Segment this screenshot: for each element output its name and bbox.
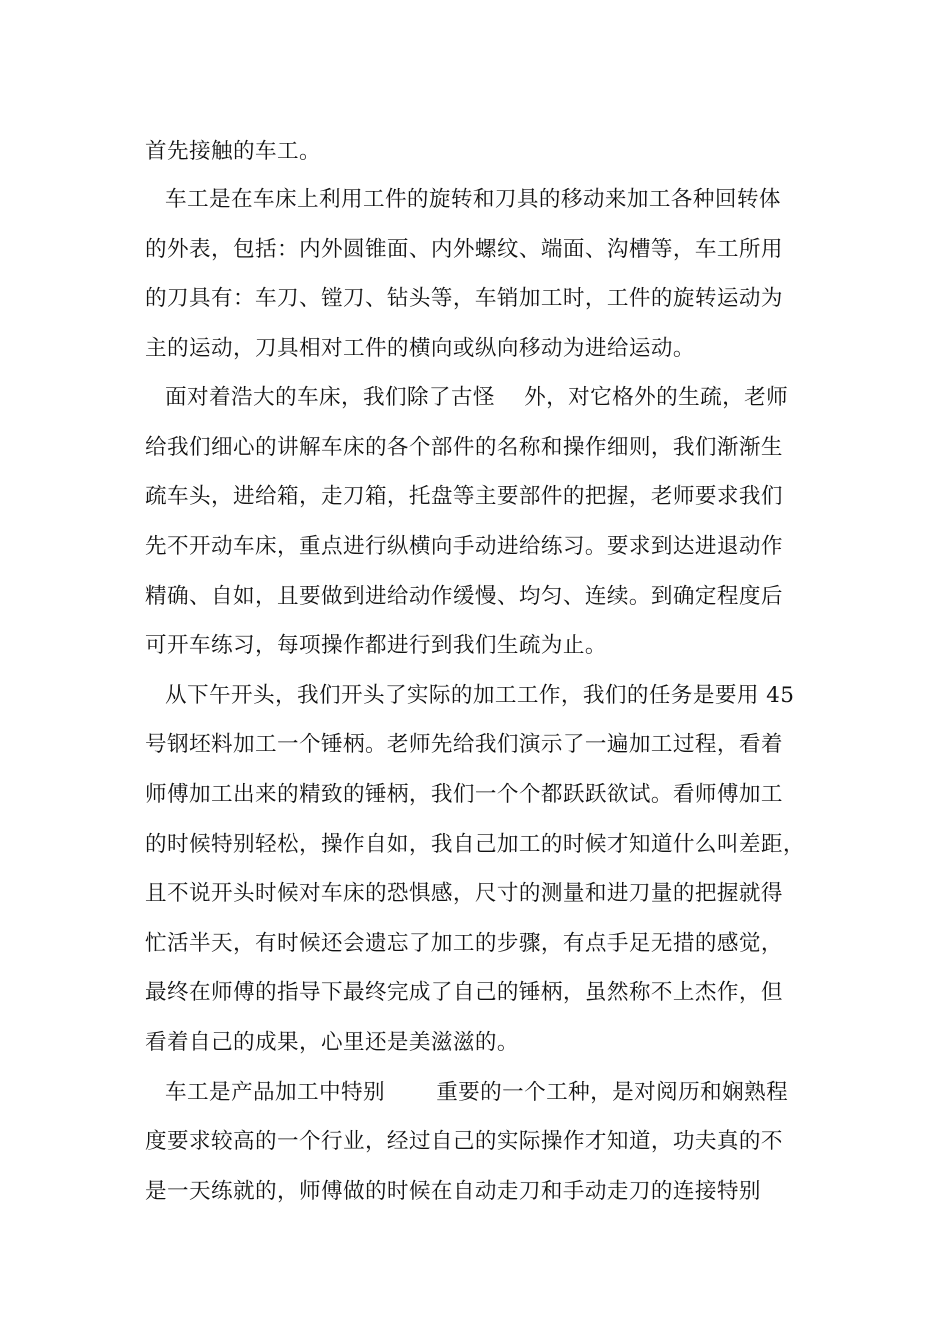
paragraph-3-line-4: 的时候特别轻松，操作自如，我自己加工的时候才知道什么叫差距， <box>145 832 805 857</box>
paragraph-3-line-2: 号钢坯料加工一个锤柄。老师先给我们演示了一遍加工过程，看着 <box>145 732 783 757</box>
paragraph-2-line-2: 给我们细心的讲解车床的各个部件的名称和操作细则，我们渐渐生 <box>145 435 783 460</box>
paragraph-2-line-6: 可开车练习，每项操作都进行到我们生疏为止。 <box>145 633 607 658</box>
paragraph-2-line-3: 疏车头，进给箱，走刀箱，托盘等主要部件的把握，老师要求我们 <box>145 484 783 509</box>
paragraph-2-line-4: 先不开动车床，重点进行纵横向手动进给练习。要求到达进退动作 <box>145 534 783 559</box>
paragraph-3-line-7: 最终在师傅的指导下最终完成了自己的锤柄，虽然称不上杰作，但 <box>145 980 783 1005</box>
paragraph-2-line-5: 精确、自如，且要做到进给动作缓慢、均匀、连续。到确定程度后 <box>145 584 783 609</box>
paragraph-3-line-1: 从下午开头，我们开头了实际的加工工作，我们的任务是要用 45 <box>165 683 795 708</box>
paragraph-3-line-5: 且不说开头时候对车床的恐惧感，尺寸的测量和进刀量的把握就得 <box>145 881 783 906</box>
paragraph-4-line-1: 车工是产品加工中特别 重要的一个工种，是对阅历和娴熟程 <box>165 1080 789 1105</box>
paragraph-1-line-4: 主的运动，刀具相对工件的横向或纵向移动为进给运动。 <box>145 336 695 361</box>
paragraph-1-line-1: 车工是在车床上利用工件的旋转和刀具的移动来加工各种回转体 <box>165 187 781 212</box>
paragraph-3-line-3: 师傅加工出来的精致的锤柄，我们一个个都跃跃欲试。看师傅加工 <box>145 782 783 807</box>
paragraph-1-line-2: 的外表，包括：内外圆锥面、内外螺纹、端面、沟槽等，车工所用 <box>145 237 783 262</box>
text-line-1: 首先接触的车工。 <box>145 139 321 164</box>
paragraph-3-line-6: 忙活半天，有时候还会遗忘了加工的步骤，有点手足无措的感觉， <box>145 931 783 956</box>
paragraph-1-line-3: 的刀具有：车刀、镗刀、钻头等，车销加工时，工件的旋转运动为 <box>145 286 783 311</box>
paragraph-4-line-2: 度要求较高的一个行业，经过自己的实际操作才知道，功夫真的不 <box>145 1129 783 1154</box>
paragraph-2-line-1: 面对着浩大的车床，我们除了古怪 外，对它格外的生疏，老师 <box>165 385 789 410</box>
paragraph-3-line-8: 看着自己的成果，心里还是美滋滋的。 <box>145 1030 519 1055</box>
paragraph-4-line-3: 是一天练就的，师傅做的时候在自动走刀和手动走刀的连接特别 <box>145 1179 761 1204</box>
